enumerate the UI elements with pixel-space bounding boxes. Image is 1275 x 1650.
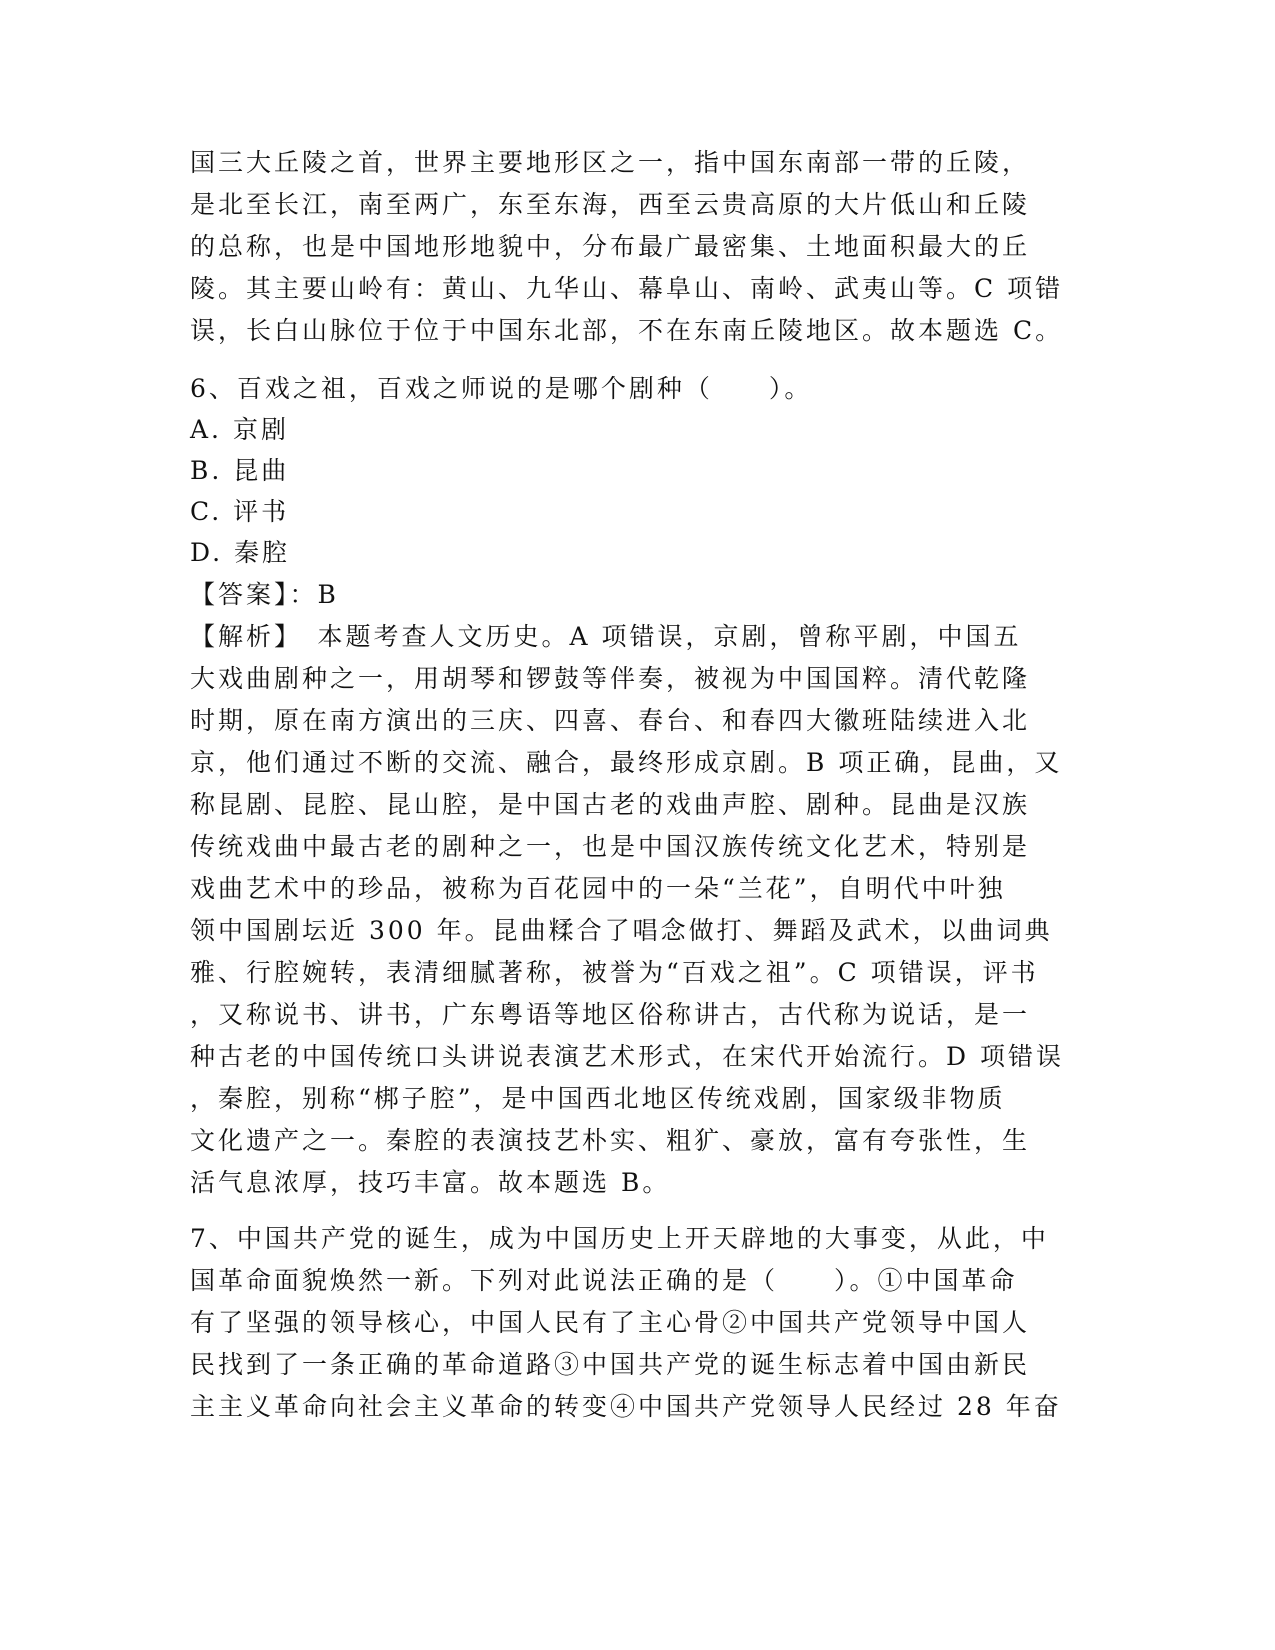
answer-line: 【答案】：B <box>190 580 339 609</box>
explanation-line: 文化遗产之一。秦腔的表演技艺朴实、粗犷、豪放，富有夸张性，生 <box>190 1126 1031 1155</box>
option-b: B. 昆曲 <box>190 456 290 485</box>
question-7-text: 有了坚强的领导核心，中国人民有了主心骨②中国共产党领导中国人 <box>190 1308 1031 1337</box>
explanation-line: ，又称说书、讲书，广东粤语等地区俗称讲古，古代称为说话，是一 <box>190 1000 1031 1029</box>
explanation-line: 活气息浓厚，技巧丰富。故本题选 B。 <box>190 1168 671 1197</box>
explanation-line: 是北至长江，南至两广，东至东海，西至云贵高原的大片低山和丘陵 <box>190 190 1031 219</box>
explanation-line: 陵。其主要山岭有：黄山、九华山、幕阜山、南岭、武夷山等。C 项错 <box>190 274 1064 303</box>
question-7-text: 主主义革命向社会主义革命的转变④中国共产党领导人民经过 28 年奋 <box>190 1392 1062 1421</box>
explanation-line: 【解析】 本题考查人文历史。A 项错误，京剧，曾称平剧，中国五 <box>190 622 1022 651</box>
question-6-text: 6、百戏之祖，百戏之师说的是哪个剧种（ ）。 <box>190 374 813 403</box>
explanation-line: ，秦腔，别称“梆子腔”，是中国西北地区传统戏剧，国家级非物质 <box>190 1084 1006 1113</box>
question-7-text: 国革命面貌焕然一新。下列对此说法正确的是（ ）。①中国革命 <box>190 1266 1018 1295</box>
explanation-line: 雅、行腔婉转，表清细腻著称，被誉为“百戏之祖”。C 项错误，评书 <box>190 958 1039 987</box>
explanation-line: 误，长白山脉位于位于中国东北部，不在东南丘陵地区。故本题选 C。 <box>190 316 1064 345</box>
explanation-line: 的总称，也是中国地形地貌中，分布最广最密集、土地面积最大的丘 <box>190 232 1031 261</box>
option-a: A. 京剧 <box>190 415 289 444</box>
explanation-line: 京，他们通过不断的交流、融合，最终形成京剧。B 项正确，昆曲，又 <box>190 748 1063 777</box>
explanation-line: 领中国剧坛近 300 年。昆曲糅合了唱念做打、舞蹈及武术，以曲词典 <box>190 916 1053 945</box>
question-7-text: 7、中国共产党的诞生，成为中国历史上开天辟地的大事变，从此，中 <box>190 1224 1049 1253</box>
explanation-line: 戏曲艺术中的珍品，被称为百花园中的一朵“兰花”，自明代中叶独 <box>190 874 1006 903</box>
explanation-line: 称昆剧、昆腔、昆山腔，是中国古老的戏曲声腔、剧种。昆曲是汉族 <box>190 790 1031 819</box>
explanation-line: 国三大丘陵之首，世界主要地形区之一，指中国东南部一带的丘陵， <box>190 148 1031 177</box>
explanation-line: 传统戏曲中最古老的剧种之一，也是中国汉族传统文化艺术，特别是 <box>190 832 1031 861</box>
question-7-text: 民找到了一条正确的革命道路③中国共产党的诞生标志着中国由新民 <box>190 1350 1031 1379</box>
option-c: C. 评书 <box>190 497 290 526</box>
explanation-line: 时期，原在南方演出的三庆、四喜、春台、和春四大徽班陆续进入北 <box>190 706 1031 735</box>
option-d: D. 秦腔 <box>190 538 291 567</box>
explanation-line: 大戏曲剧种之一，用胡琴和锣鼓等伴奏，被视为中国国粹。清代乾隆 <box>190 664 1031 693</box>
explanation-line: 种古老的中国传统口头讲说表演艺术形式，在宋代开始流行。D 项错误 <box>190 1042 1064 1071</box>
